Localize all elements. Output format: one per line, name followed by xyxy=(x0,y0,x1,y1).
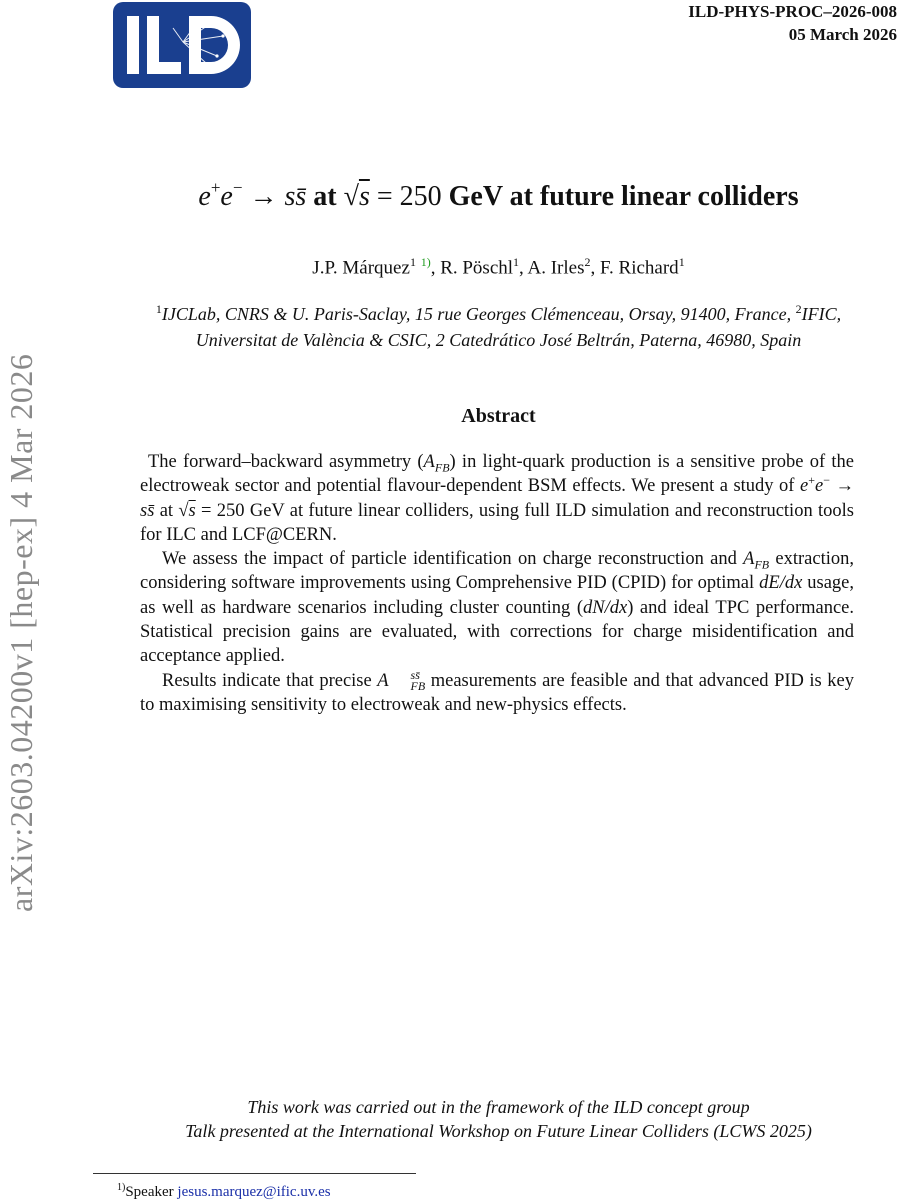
report-number: ILD-PHYS-PROC–2026-008 xyxy=(688,2,897,21)
title-e-minus: e− xyxy=(220,178,243,212)
paper-title xyxy=(100,168,897,217)
speaker-email-link[interactable]: jesus.marquez@ific.uv.es xyxy=(177,1184,331,1200)
affiliations xyxy=(100,296,897,353)
title-sqrt: √ xyxy=(343,181,359,212)
framework-note xyxy=(100,1095,897,1143)
author-marquez-affil: 1 xyxy=(409,255,416,269)
ild-logo-graphic xyxy=(113,2,251,88)
report-identifier xyxy=(688,0,897,46)
speaker-footnote-mark[interactable]: 1) xyxy=(420,255,431,269)
title-s: s xyxy=(358,181,370,212)
title-energy: = 250 xyxy=(369,181,449,212)
title-e-plus: e+ xyxy=(198,178,221,212)
ild-logo xyxy=(113,2,251,88)
author-marquez: J.P. Márquez xyxy=(312,257,410,279)
footnote-label: Speaker xyxy=(125,1184,178,1200)
framework-note-line-1: This work was carried out in the framework of the ILD concept group xyxy=(247,1097,750,1117)
report-date: 05 March 2026 xyxy=(788,25,897,44)
author-irles-affil: 2 xyxy=(584,255,591,269)
affiliation-line-1: $^1$IJCLab, CNRS & U. Paris-Saclay, 15 rue Georges Clémenceau, Orsay, 91400, France, $^2$IFIC, xyxy=(155,302,842,324)
author-poschl-affil: 1 xyxy=(513,255,520,269)
footnote-mark: 1) xyxy=(117,1182,126,1193)
author-list xyxy=(100,250,897,280)
author-richard-affil: 1 xyxy=(678,255,685,269)
abstract-paragraph-2: We assess the impact of particle identification on charge reconstruction and $A_{FB}$ extraction, considering software improvements using Comprehensive PID (CPID) for optimal dE/dx usage, as well as hardware scenarios including cluster counting (dN/dx) and ideal TPC performance. Statistical precision gains are evaluated, with corrections for charge misidentification and acceptance applied. xyxy=(140,549,855,667)
title-at: at xyxy=(306,181,344,212)
abstract-body xyxy=(140,450,854,717)
footnote xyxy=(117,1178,331,1202)
author-irles: , A. Irles xyxy=(519,257,585,279)
author-poschl: , R. Pöschl xyxy=(430,257,514,279)
affiliation-line-2: Universitat de València & CSIC, 2 Catedrático José Beltrán, Paterna, 46980, Spain xyxy=(195,330,802,350)
arxiv-sidebar-stamp: arXiv:2603.04200v1 [hep-ex] 4 Mar 2026 xyxy=(3,353,39,912)
footnote-divider xyxy=(93,1173,416,1174)
abstract-paragraph-1: The forward–backward asymmetry $(A_{FB})$ in light-quark production is a sensitive probe of the electroweak sector and potential flavour-dependent BSM effects. We present a study of e+e− → ss̄ at √s = 250 GeV at future linear colliders, using full ILD simulation and reconstruction tools for ILC and LCF@CERN. xyxy=(140,452,854,545)
author-richard: , F. Richard xyxy=(590,257,679,279)
framework-note-line-2: Talk presented at the International Workshop on Future Linear Colliders (LCWS 2025) xyxy=(185,1121,812,1141)
title-arrow: → xyxy=(242,181,285,212)
abstract-heading: Abstract xyxy=(461,405,536,427)
title-rest: GeV at future linear colliders xyxy=(448,181,799,212)
abstract-paragraph-3: Results indicate that precise A ss̄ FB measurements are feasible and that advanced PID is key to maximising sensitivity to electroweak and new-physics effects. xyxy=(140,668,854,715)
title-final-state: ss̄ xyxy=(284,181,307,212)
